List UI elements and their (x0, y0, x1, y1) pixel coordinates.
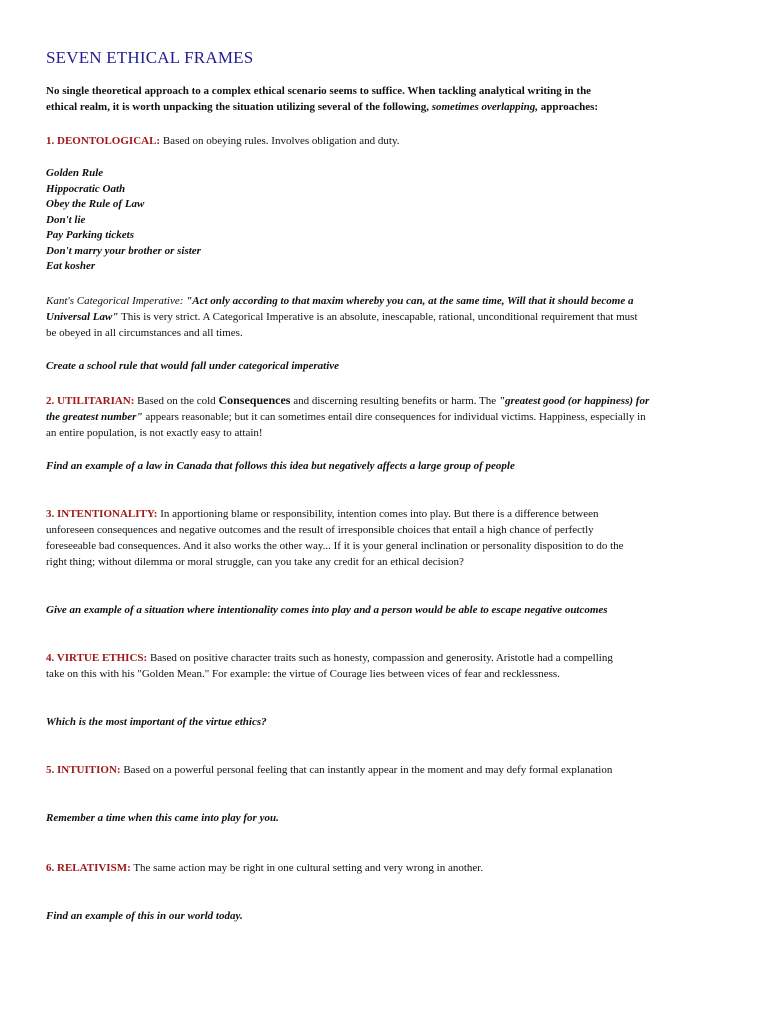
intro-line-1: No single theoretical approach to a complex ethical scenario seems to suffice. When tackling analytical writing in the (46, 85, 592, 97)
relativism-heading: 6. RELATIVISM: (46, 862, 131, 874)
deontological-examples (46, 166, 201, 275)
deontological-question: Create a school rule that would fall under categorical imperative (46, 360, 340, 372)
relativism-paragraph: 6. RELATIVISM: The same action may be right in one cultural setting and very wrong in another. (46, 862, 484, 874)
intentionality-paragraph: 3. INTENTIONALITY: In apportioning blame or responsibility, intention comes into play. But there is a difference between unforeseen consequences and negative outcomes and the result of irresponsible choices that entail a high chance of perfectly foreseeable bad consequences. And it also works the other way... If it is your general inclination or personality disposition to do the right thing; without dilemma or moral struggle, can you take any credit for an ethical decision? (46, 508, 624, 568)
list-item: Don't marry your brother or sister (46, 244, 201, 257)
intro-line-2: ethical realm, it is worth unpacking the situation utilizing several of the following, sometimes overlapping, approaches: (46, 101, 599, 113)
intentionality-heading: 3. INTENTIONALITY: (46, 508, 158, 520)
utilitarian-paragraph: 2. UTILITARIAN: Based on the cold Consequences and discerning resulting benefits or harm. The "greatest good (or happiness) for the greatest number" appears reasonable; but it can sometimes entail dire consequences for individual victims. Happiness, especially in an entire population, is not exactly easy to attain! (46, 393, 650, 439)
list-item: Eat kosher (46, 260, 96, 272)
virtue-paragraph: 4. VIRTUE ETHICS: Based on positive character traits such as honesty, compassion and generosity. Aristotle had a compelling take on this with his "Golden Mean." For example: the virtue of Courage lies between vices of fear and recklessness. (46, 652, 613, 680)
deontological-heading: 1. DEONTOLOGICAL: (46, 135, 161, 147)
list-item: Pay Parking tickets (46, 229, 134, 241)
intuition-question: Remember a time when this came into play for you. (46, 812, 279, 824)
relativism-question: Find an example of this in our world today. (46, 910, 243, 922)
intuition-heading: 5. INTUITION: (46, 764, 121, 776)
intentionality-question: Give an example of a situation where intentionality comes into play and a person would be able to escape negative outcomes (46, 604, 608, 616)
list-item: Obey the Rule of Law (46, 198, 145, 210)
list-item: Hippocratic Oath (46, 182, 126, 195)
list-item: Don't lie (46, 213, 86, 226)
page-title: SEVEN ETHICAL FRAMES (46, 48, 254, 67)
kant-paragraph: Kant's Categorical Imperative: "Act only according to that maxim whereby you can, at the same time, Will that it should become a Universal Law" This is very strict. A Categorical Imperative is an absolute, inescapable, rational, unconditional requirement that must be obeyed in all circumstances and all times. (46, 295, 638, 339)
virtue-heading: 4. VIRTUE ETHICS: (46, 652, 148, 664)
list-item: Golden Rule (46, 167, 104, 179)
utilitarian-heading: 2. UTILITARIAN: (46, 395, 135, 407)
intuition-paragraph: 5. INTUITION: Based on a powerful personal feeling that can instantly appear in the moment and may defy formal explanation (46, 764, 613, 776)
virtue-question: Which is the most important of the virtue ethics? (46, 716, 267, 728)
utilitarian-question: Find an example of a law in Canada that follows this idea but negatively affects a large group of people (46, 460, 515, 472)
intro-paragraph (46, 83, 726, 115)
deontological-paragraph: 1. DEONTOLOGICAL: Based on obeying rules. Involves obligation and duty. (46, 135, 400, 147)
